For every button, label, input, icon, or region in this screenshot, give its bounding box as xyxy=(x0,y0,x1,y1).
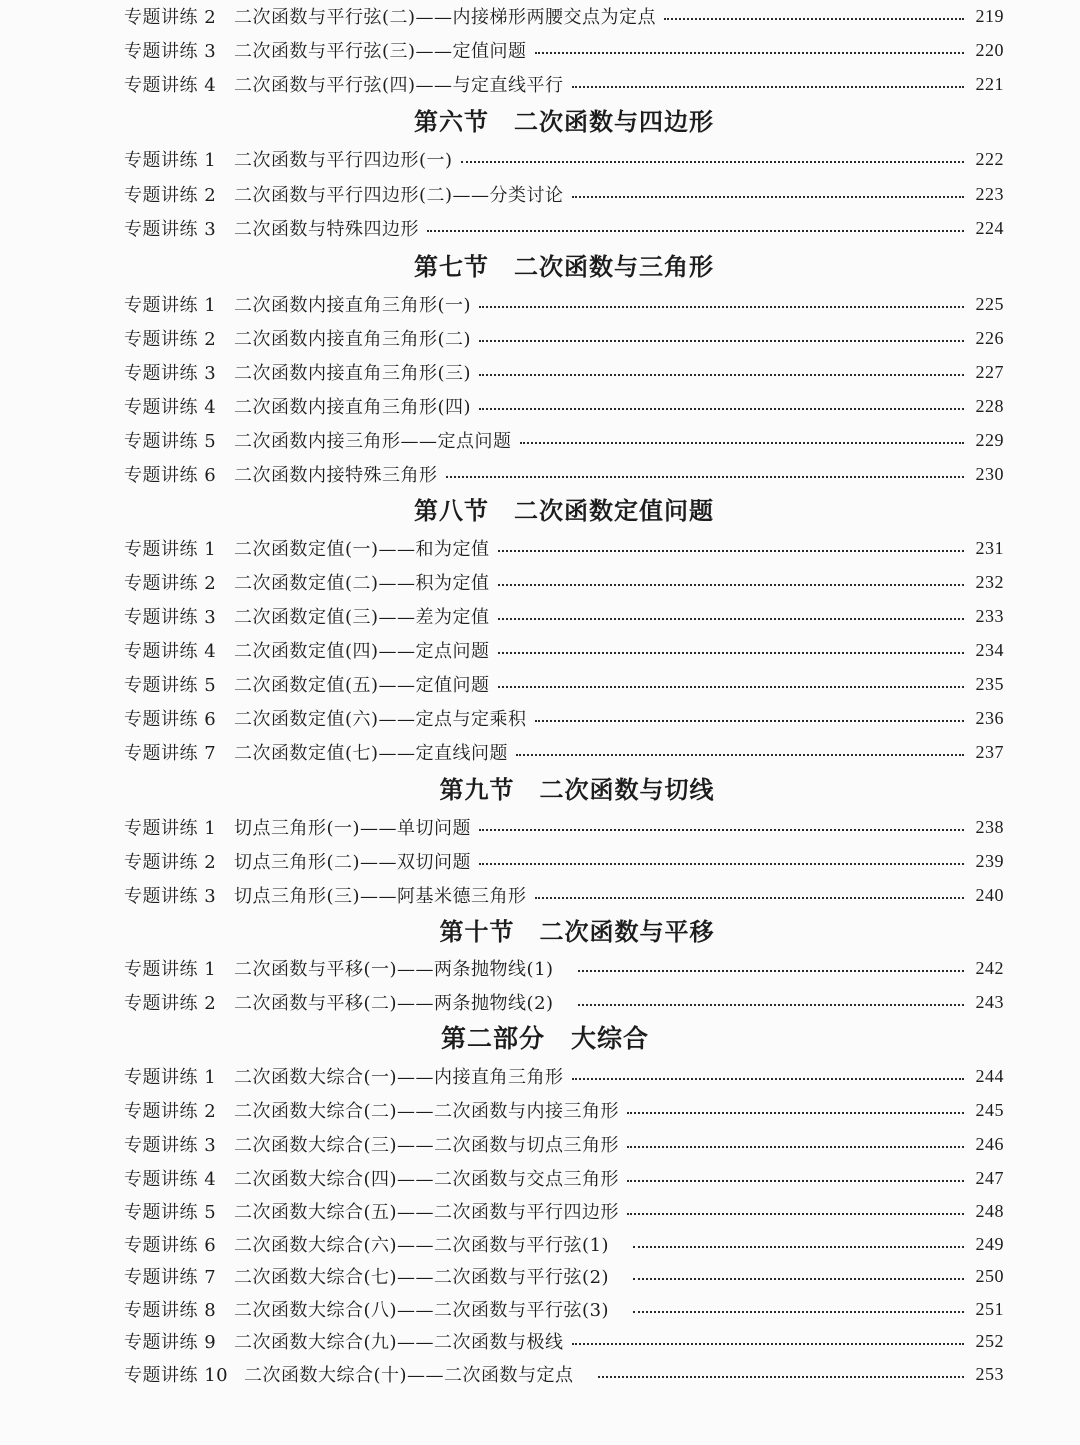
leader-dots xyxy=(535,50,964,54)
toc-entry[interactable] xyxy=(124,35,1004,65)
entry-page-number: 251 xyxy=(975,1298,1004,1319)
toc-entry[interactable] xyxy=(124,323,1004,353)
toc-entry[interactable] xyxy=(124,459,1004,489)
entry-title: 二次函数与平行弦(四)——与定直线平行 xyxy=(234,75,564,96)
toc-entry[interactable] xyxy=(124,69,1004,99)
leader-dots xyxy=(578,968,964,972)
toc-entry[interactable] xyxy=(124,391,1004,421)
entry-title: 二次函数内接三角形——定点问题 xyxy=(234,431,512,452)
leader-dots xyxy=(572,1076,964,1080)
entry-page-number: 222 xyxy=(975,148,1004,169)
entry-label: 专题讲练 7 xyxy=(124,1267,217,1288)
entry-title: 二次函数大综合(十)——二次函数与定点 xyxy=(244,1365,574,1386)
entry-page-number: 235 xyxy=(975,673,1004,694)
entry-page-number: 233 xyxy=(975,605,1004,626)
toc-entry[interactable] xyxy=(124,425,1004,455)
entry-title: 二次函数与平移(一)——两条抛物线(1) xyxy=(234,959,554,980)
entry-title: 二次函数大综合(四)——二次函数与交点三角形 xyxy=(234,1169,620,1190)
leader-dots xyxy=(498,616,964,620)
section-heading: 第六节 二次函数与四边形 xyxy=(414,108,714,136)
entry-page-number: 230 xyxy=(975,463,1004,484)
toc-entry[interactable] xyxy=(124,812,1004,842)
leader-dots xyxy=(535,895,964,899)
toc-entry[interactable] xyxy=(124,1359,1004,1389)
leader-dots xyxy=(446,474,965,478)
toc-entry[interactable] xyxy=(124,1163,1004,1193)
entry-label: 专题讲练 3 xyxy=(124,1135,217,1156)
leader-dots xyxy=(633,1276,964,1280)
toc-entry[interactable] xyxy=(124,289,1004,319)
entry-page-number: 220 xyxy=(975,39,1004,60)
toc-entry[interactable] xyxy=(124,669,1004,699)
entry-title: 二次函数大综合(六)——二次函数与平行弦(1) xyxy=(234,1235,610,1256)
toc-entry[interactable] xyxy=(124,1261,1004,1291)
entry-page-number: 249 xyxy=(975,1233,1004,1254)
entry-label: 专题讲练 2 xyxy=(124,329,217,350)
toc-entry[interactable] xyxy=(124,533,1004,563)
toc-entry[interactable] xyxy=(124,1294,1004,1324)
leader-dots xyxy=(572,1341,964,1345)
entry-page-number: 231 xyxy=(975,537,1004,558)
entry-label: 专题讲练 3 xyxy=(124,41,217,62)
entry-page-number: 219 xyxy=(975,5,1004,26)
entry-page-number: 236 xyxy=(975,707,1004,728)
entry-page-number: 246 xyxy=(975,1133,1004,1154)
entry-title: 二次函数大综合(三)——二次函数与切点三角形 xyxy=(234,1135,620,1156)
entry-title: 切点三角形(一)——单切问题 xyxy=(234,818,472,839)
entry-page-number: 250 xyxy=(975,1265,1004,1286)
entry-title: 二次函数与特殊四边形 xyxy=(234,219,419,240)
toc-entry[interactable] xyxy=(124,1326,1004,1356)
leader-dots xyxy=(461,159,964,163)
toc-entry[interactable] xyxy=(124,1196,1004,1226)
toc-entry[interactable] xyxy=(124,846,1004,876)
toc-entry[interactable] xyxy=(124,953,1004,983)
entry-label: 专题讲练 2 xyxy=(124,185,217,206)
toc-entry[interactable] xyxy=(124,1095,1004,1125)
entry-title: 二次函数内接直角三角形(四) xyxy=(234,397,472,418)
toc-entry[interactable] xyxy=(124,1,1004,31)
entry-label: 专题讲练 5 xyxy=(124,1202,217,1223)
entry-title: 二次函数定值(四)——定点问题 xyxy=(234,641,490,662)
leader-dots xyxy=(479,338,964,342)
entry-page-number: 245 xyxy=(975,1099,1004,1120)
leader-dots xyxy=(516,752,964,756)
toc-entry[interactable] xyxy=(124,635,1004,665)
leader-dots xyxy=(633,1244,964,1248)
entry-title: 切点三角形(二)——双切问题 xyxy=(234,852,472,873)
entry-page-number: 253 xyxy=(975,1363,1004,1384)
entry-title: 二次函数与平移(二)——两条抛物线(2) xyxy=(234,993,554,1014)
entry-label: 专题讲练 3 xyxy=(124,886,217,907)
entry-page-number: 248 xyxy=(975,1200,1004,1221)
toc-entry[interactable] xyxy=(124,567,1004,597)
leader-dots xyxy=(627,1144,964,1148)
entry-page-number: 225 xyxy=(975,293,1004,314)
entry-label: 专题讲练 8 xyxy=(124,1300,217,1321)
entry-title: 二次函数大综合(五)——二次函数与平行四边形 xyxy=(234,1202,620,1223)
entry-title: 二次函数定值(三)——差为定值 xyxy=(234,607,490,628)
leader-dots xyxy=(479,304,964,308)
section-heading: 第八节 二次函数定值问题 xyxy=(414,497,714,525)
entry-page-number: 232 xyxy=(975,571,1004,592)
entry-page-number: 239 xyxy=(975,850,1004,871)
leader-dots xyxy=(664,16,964,20)
entry-page-number: 223 xyxy=(975,183,1004,204)
leader-dots xyxy=(498,548,964,552)
entry-title: 二次函数与平行四边形(一) xyxy=(234,150,453,171)
entry-label: 专题讲练 4 xyxy=(124,1169,217,1190)
toc-entry[interactable] xyxy=(124,357,1004,387)
entry-title: 二次函数内接特殊三角形 xyxy=(234,465,438,486)
entry-label: 专题讲练 4 xyxy=(124,641,217,662)
entry-page-number: 244 xyxy=(975,1065,1004,1086)
entry-page-number: 243 xyxy=(975,991,1004,1012)
entry-page-number: 237 xyxy=(975,741,1004,762)
entry-page-number: 226 xyxy=(975,327,1004,348)
entry-label: 专题讲练 2 xyxy=(124,7,217,28)
entry-page-number: 228 xyxy=(975,395,1004,416)
entry-label: 专题讲练 4 xyxy=(124,397,217,418)
entry-page-number: 238 xyxy=(975,816,1004,837)
entry-label: 专题讲练 6 xyxy=(124,1235,217,1256)
toc-entry[interactable] xyxy=(124,703,1004,733)
entry-page-number: 252 xyxy=(975,1330,1004,1351)
leader-dots xyxy=(572,84,964,88)
entry-title: 二次函数内接直角三角形(一) xyxy=(234,295,472,316)
toc-entry[interactable] xyxy=(124,601,1004,631)
entry-title: 二次函数内接直角三角形(二) xyxy=(234,329,472,350)
entry-page-number: 229 xyxy=(975,429,1004,450)
entry-label: 专题讲练 3 xyxy=(124,607,217,628)
leader-dots xyxy=(498,582,964,586)
entry-page-number: 224 xyxy=(975,217,1004,238)
entry-title: 二次函数大综合(九)——二次函数与极线 xyxy=(234,1332,564,1353)
entry-title: 二次函数大综合(七)——二次函数与平行弦(2) xyxy=(234,1267,610,1288)
entry-page-number: 234 xyxy=(975,639,1004,660)
entry-page-number: 227 xyxy=(975,361,1004,382)
section-heading: 第十节 二次函数与平移 xyxy=(439,918,715,946)
entry-title: 二次函数与平行弦(二)——内接梯形两腰交点为定点 xyxy=(234,7,657,28)
entry-title: 二次函数定值(五)——定值问题 xyxy=(234,675,490,696)
entry-title: 二次函数定值(二)——积为定值 xyxy=(234,573,490,594)
entry-title: 二次函数大综合(一)——内接直角三角形 xyxy=(234,1067,564,1088)
toc-entry[interactable] xyxy=(124,144,1004,174)
entry-label: 专题讲练 2 xyxy=(124,1101,217,1122)
entry-title: 二次函数内接直角三角形(三) xyxy=(234,363,472,384)
entry-label: 专题讲练 10 xyxy=(124,1365,229,1386)
entry-label: 专题讲练 3 xyxy=(124,219,217,240)
toc-entry[interactable] xyxy=(124,737,1004,767)
entry-label: 专题讲练 2 xyxy=(124,573,217,594)
entry-title: 二次函数定值(七)——定直线问题 xyxy=(234,743,509,764)
section-heading: 第九节 二次函数与切线 xyxy=(439,776,715,804)
entry-label: 专题讲练 9 xyxy=(124,1332,217,1353)
toc-entry[interactable] xyxy=(124,880,1004,910)
entry-title: 二次函数与平行弦(三)——定值问题 xyxy=(234,41,527,62)
leader-dots xyxy=(479,372,964,376)
entry-label: 专题讲练 1 xyxy=(124,150,217,171)
entry-label: 专题讲练 2 xyxy=(124,852,217,873)
toc-entry[interactable] xyxy=(124,987,1004,1017)
leader-dots xyxy=(479,406,964,410)
entry-title: 二次函数大综合(二)——二次函数与内接三角形 xyxy=(234,1101,620,1122)
entry-title: 二次函数与平行四边形(二)——分类讨论 xyxy=(234,185,564,206)
toc-entry[interactable] xyxy=(124,1061,1004,1091)
leader-dots xyxy=(627,1110,964,1114)
entry-title: 二次函数定值(一)——和为定值 xyxy=(234,539,490,560)
entry-label: 专题讲练 2 xyxy=(124,993,217,1014)
leader-dots xyxy=(479,827,964,831)
leader-dots xyxy=(520,440,965,444)
entry-page-number: 247 xyxy=(975,1167,1004,1188)
entry-label: 专题讲练 1 xyxy=(124,539,217,560)
leader-dots xyxy=(578,1002,964,1006)
entry-label: 专题讲练 4 xyxy=(124,75,217,96)
leader-dots xyxy=(535,718,964,722)
section-heading: 第七节 二次函数与三角形 xyxy=(414,253,714,281)
entry-label: 专题讲练 1 xyxy=(124,818,217,839)
entry-label: 专题讲练 3 xyxy=(124,363,217,384)
entry-title: 二次函数大综合(八)——二次函数与平行弦(3) xyxy=(234,1300,610,1321)
entry-label: 专题讲练 1 xyxy=(124,295,217,316)
entry-label: 专题讲练 6 xyxy=(124,465,217,486)
entry-page-number: 221 xyxy=(975,73,1004,94)
toc-entry[interactable] xyxy=(124,1229,1004,1259)
entry-title: 二次函数定值(六)——定点与定乘积 xyxy=(234,709,527,730)
entry-label: 专题讲练 6 xyxy=(124,709,217,730)
entry-page-number: 242 xyxy=(975,957,1004,978)
leader-dots xyxy=(498,650,964,654)
leader-dots xyxy=(479,861,964,865)
leader-dots xyxy=(572,194,964,198)
leader-dots xyxy=(627,1211,964,1215)
part-heading: 第二部分 大综合 xyxy=(440,1024,649,1053)
entry-label: 专题讲练 1 xyxy=(124,959,217,980)
toc-entry[interactable] xyxy=(124,213,1004,243)
leader-dots xyxy=(633,1309,964,1313)
entry-label: 专题讲练 1 xyxy=(124,1067,217,1088)
entry-title: 切点三角形(三)——阿基米德三角形 xyxy=(234,886,527,907)
entry-label: 专题讲练 5 xyxy=(124,431,217,452)
toc-entry[interactable] xyxy=(124,1129,1004,1159)
leader-dots xyxy=(498,684,964,688)
entry-label: 专题讲练 7 xyxy=(124,743,217,764)
entry-label: 专题讲练 5 xyxy=(124,675,217,696)
leader-dots xyxy=(427,228,964,232)
leader-dots xyxy=(598,1374,964,1378)
toc-entry[interactable] xyxy=(124,179,1004,209)
leader-dots xyxy=(627,1178,964,1182)
entry-page-number: 240 xyxy=(975,884,1004,905)
